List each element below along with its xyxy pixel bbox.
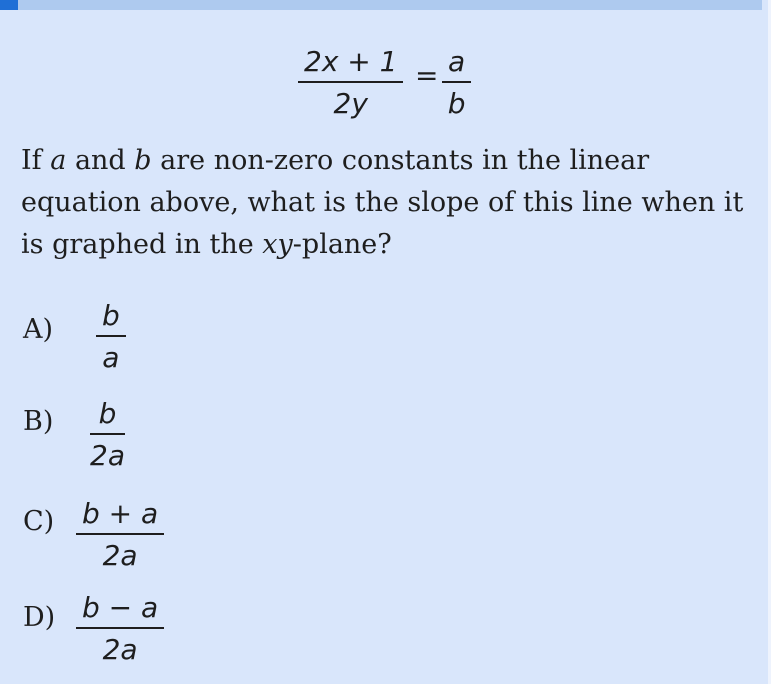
choice-c-letter[interactable]: C) [23,506,55,537]
question-var-a: a [50,145,67,176]
equation-lhs-denominator: 2y [333,87,368,120]
choice-b-fraction[interactable] [90,397,125,472]
question-text-part-3: are non-zero constants in the linear equation above, what is the slope of this line when it is graphed in the [21,145,744,260]
equation-rhs-numerator: a [448,45,466,78]
question-var-xy: xy [262,229,293,260]
equation-lhs-fraction [298,45,403,120]
question-var-b: b [134,145,152,176]
top-progress-bar [0,0,762,10]
choice-c-numerator: b + a [82,497,159,530]
choice-a-letter[interactable]: A) [23,314,54,345]
question-text-part-2: and [66,145,135,176]
choice-c-fraction[interactable] [76,497,164,572]
question-text [21,140,751,266]
choice-c-denominator: 2a [102,539,138,572]
choice-d-letter[interactable]: D) [23,602,56,633]
choice-b-letter[interactable]: B) [23,406,54,437]
question-text-part-4: -plane? [292,229,392,260]
top-progress-accent [0,0,18,10]
choice-d-numerator: b − a [82,591,159,624]
equation-rhs-fraction [442,45,471,120]
choice-a-numerator: b [102,299,120,332]
equation-equals-sign: = [415,59,439,92]
choice-a-denominator: a [102,341,120,374]
choice-d-denominator: 2a [102,633,138,666]
choice-b-numerator: b [98,397,117,430]
question-text-part-1: If [21,145,51,176]
equation-rhs-denominator: b [447,87,466,120]
choice-a-fraction[interactable] [96,299,126,374]
equation-lhs-numerator: 2x + 1 [304,45,398,78]
choice-d-fraction[interactable] [76,591,164,666]
choice-b-denominator: 2a [90,439,125,472]
